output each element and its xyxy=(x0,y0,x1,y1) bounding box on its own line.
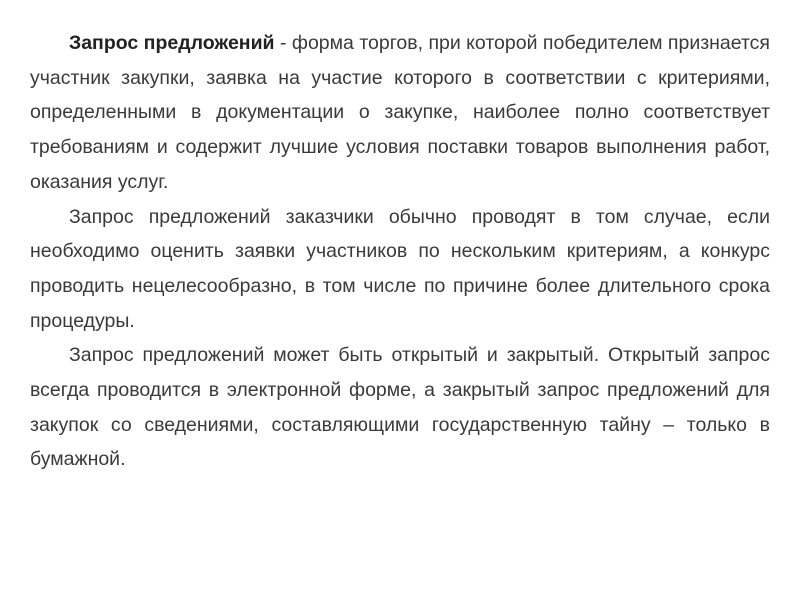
term-bold: Запрос предложений xyxy=(69,32,275,54)
definition-text: - форма торгов, при которой победителем признается участник закупки, заявка на участие которого в соответствии с критериями, определенными в документации о закупке, наиболее полно соответствует требованиям и содержит лучшие условия поставки товаров выполнения работ, оказания услуг. xyxy=(30,32,770,193)
paragraph-definition xyxy=(30,26,770,200)
paragraph-types: Запрос предложений может быть открытый и закрытый. Открытый запрос всегда проводится в электронной форме, а закрытый запрос предложений для закупок со сведениями, составляющими государственную тайну – только в бумажной. xyxy=(30,344,770,471)
paragraph-usage: Запрос предложений заказчики обычно проводят в том случае, если необходимо оценить заявки участников по нескольким критериям, а конкурс проводить нецелесообразно, в том числе по причине более длительного срока процедуры. xyxy=(30,205,770,332)
text-block xyxy=(30,26,770,477)
